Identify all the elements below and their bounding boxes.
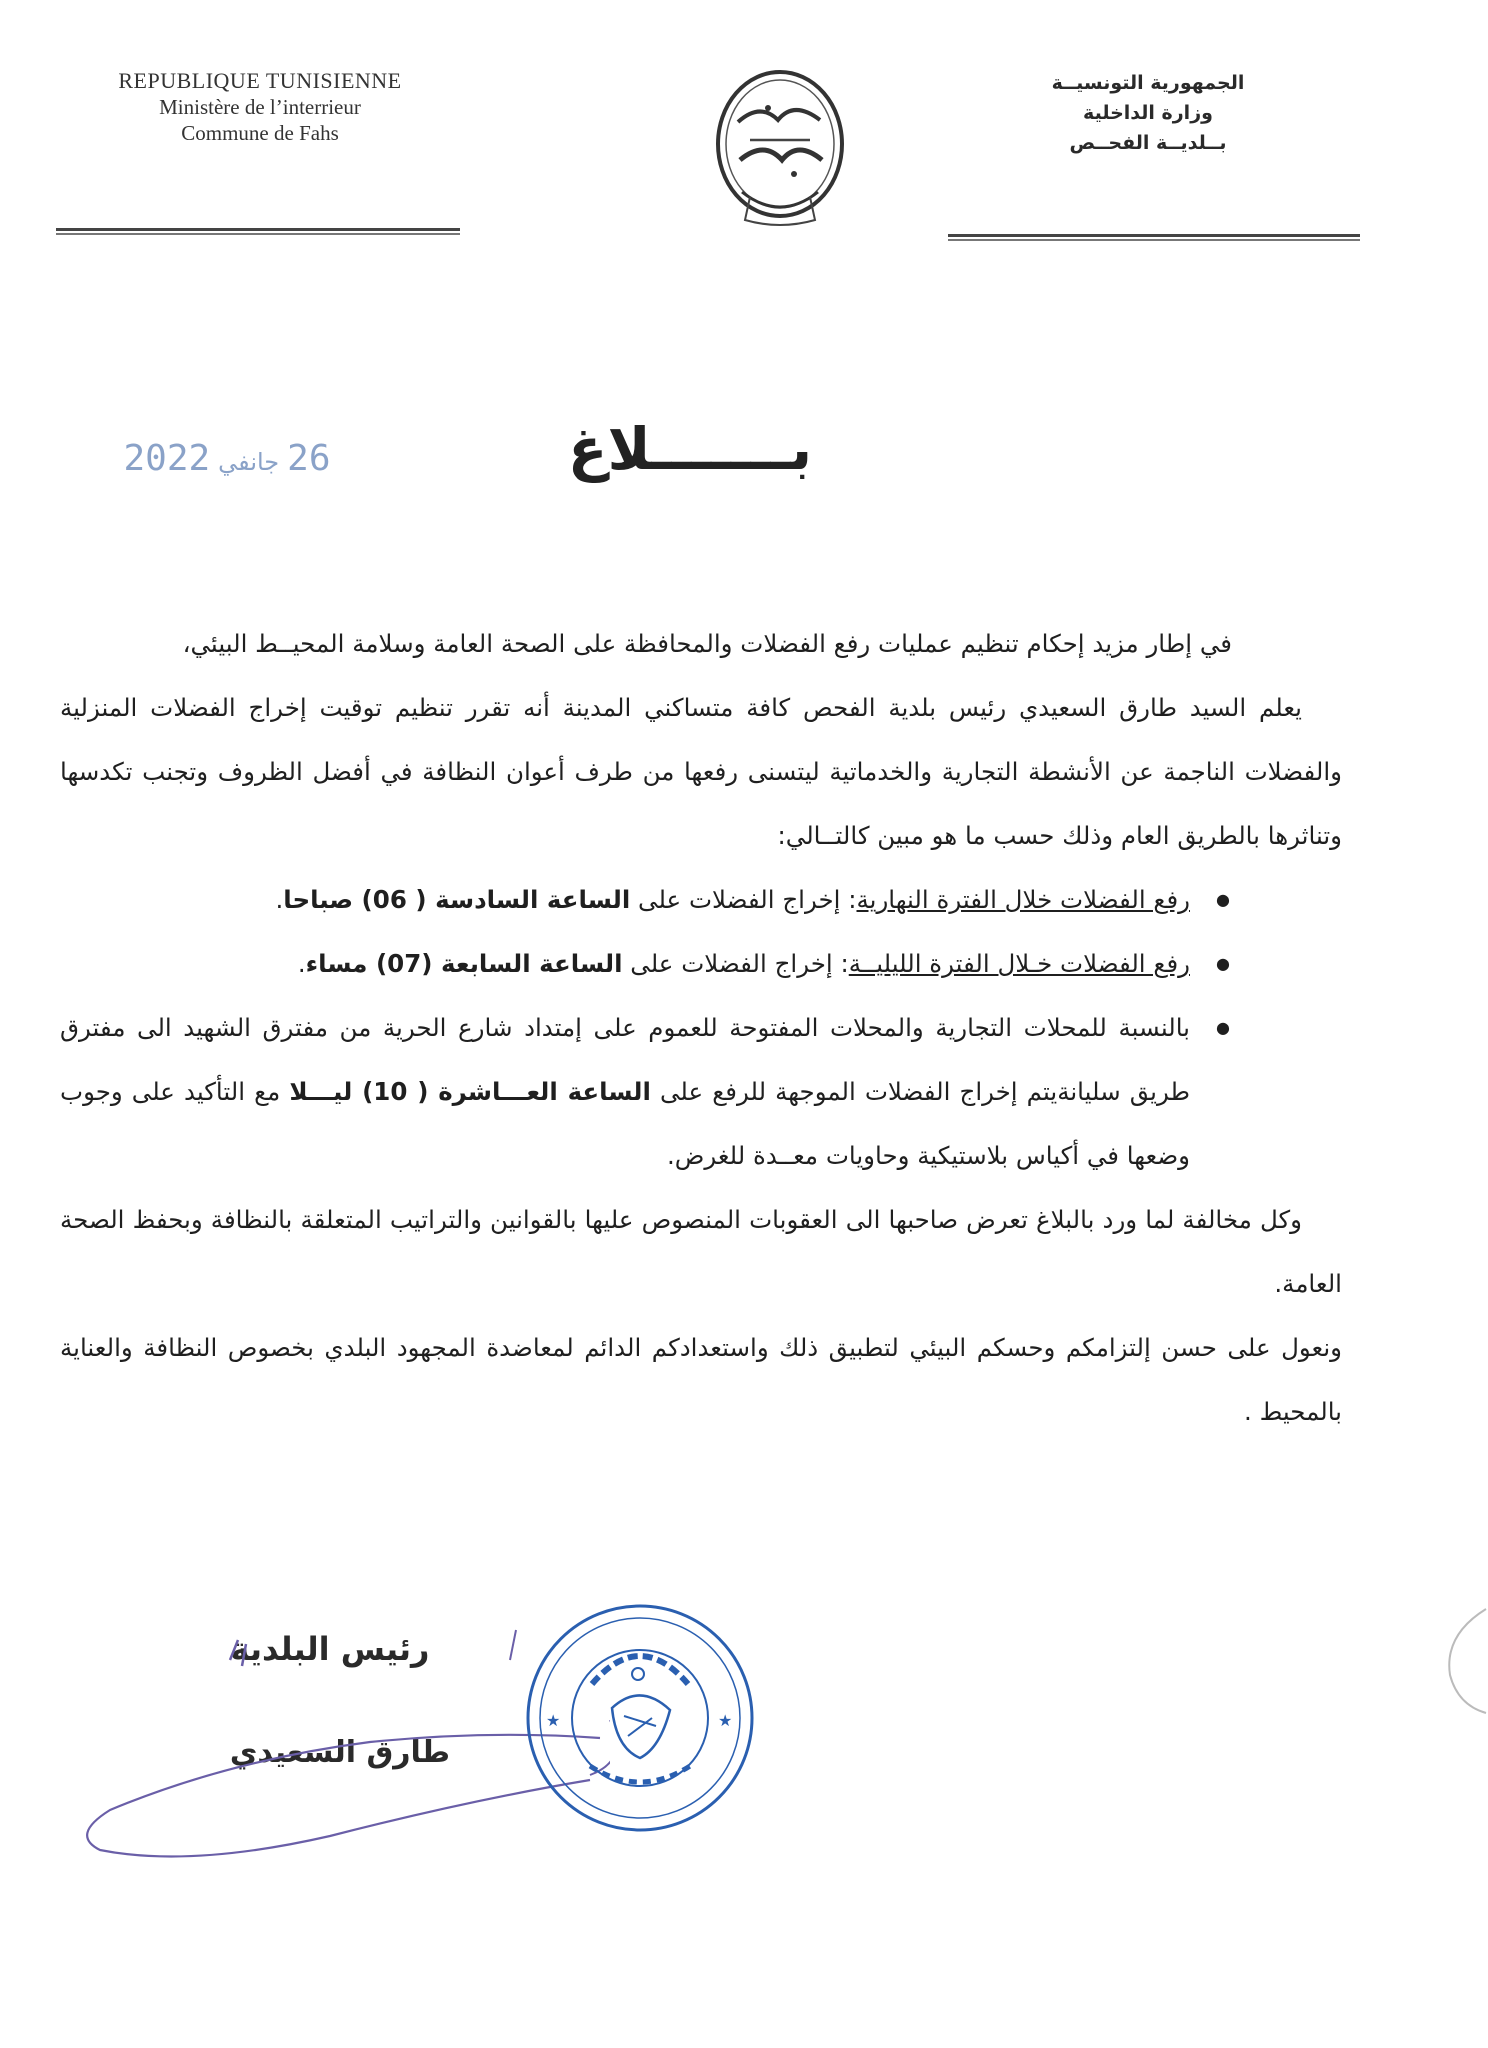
item-night-end: . bbox=[297, 949, 306, 978]
date-stamp bbox=[112, 438, 342, 479]
item-shops-time: الساعة العـــاشرة ( 10) ليـــلا bbox=[289, 1077, 651, 1106]
list-item-night bbox=[60, 932, 1190, 996]
page-edge-mark bbox=[1440, 1605, 1488, 1715]
list-item-day bbox=[60, 868, 1190, 932]
svg-text:★: ★ bbox=[718, 1711, 733, 1730]
header-rule-right bbox=[948, 234, 1360, 241]
republic-fr: REPUBLIQUE TUNISIENNE bbox=[118, 68, 402, 93]
item-night-label: رفع الفضلات خـلال الفترة الليليــة bbox=[848, 949, 1190, 978]
signature-name: طارق السعيدي bbox=[229, 1735, 451, 1770]
official-stamp bbox=[520, 1598, 760, 1838]
header-arabic bbox=[988, 68, 1308, 158]
ministry-ar: وزارة الداخلية bbox=[1083, 102, 1213, 124]
item-day-text: : إخراج الفضلات على bbox=[630, 885, 857, 914]
signature-title: رئيس البلدية bbox=[230, 1630, 430, 1668]
municipality-logo bbox=[690, 62, 870, 232]
commune-ar: بــلديــة الفحــص bbox=[1069, 132, 1227, 154]
header-rule-left bbox=[56, 228, 460, 235]
republic-ar: الجمهورية التونسيــة bbox=[1051, 72, 1245, 94]
item-night-time: الساعة السابعة (07) مساء bbox=[305, 949, 623, 978]
paragraph-closing: ونعول على حسن إلتزامكم وحسكم البيئي لتطبيق ذلك واستعدادكم الدائم لمعاضدة المجهود البلدي بخصوص النظافة والعناية بالمحيط . bbox=[60, 1333, 1342, 1426]
date-year: 2022 bbox=[123, 438, 211, 479]
notice-title: بـــــــلاغ bbox=[567, 415, 813, 483]
paragraph-intro: في إطار مزيد إحكام تنظيم عمليات رفع الفضلات والمحافظة على الصحة العامة وسلامة المحيــط البيئي، bbox=[182, 629, 1232, 658]
date-day: 26 bbox=[287, 438, 331, 479]
svg-text:★: ★ bbox=[546, 1711, 561, 1730]
header-french bbox=[60, 68, 460, 146]
commune-fr: Commune de Fahs bbox=[181, 121, 339, 145]
item-day-label: رفع الفضلات خلال الفترة النهارية bbox=[856, 885, 1190, 914]
notice-body bbox=[60, 612, 1360, 1444]
item-shops-end: مع التأكيد على وجوب وضعها في أكياس بلاستيكية وحاويات معــدة للغرض. bbox=[60, 1077, 1190, 1170]
list-item-shops bbox=[60, 996, 1190, 1188]
item-shops-text: بالنسبة للمحلات التجارية والمحلات المفتوحة للعموم على إمتداد شارع الحرية من مفترق الشهيد الى مفترق طريق سليانةيتم إخراج الفضلات الموجهة للرفع على bbox=[60, 1013, 1190, 1106]
item-day-end: . bbox=[275, 885, 284, 914]
ministry-fr: Ministère de l’interrieur bbox=[159, 95, 361, 119]
item-night-text: : إخراج الفضلات على bbox=[622, 949, 849, 978]
schedule-list bbox=[60, 868, 1360, 1188]
date-month: جانفي bbox=[218, 448, 280, 476]
paragraph-penalty: وكل مخالفة لما ورد بالبلاغ تعرض صاحبها الى العقوبات المنصوص عليها بالقوانين والتراتيب المتعلقة بالنظافة وبحفظ الصحة العامة. bbox=[60, 1205, 1342, 1298]
item-day-time: الساعة السادسة ( 06) صباحا bbox=[283, 885, 631, 914]
paragraph-announcement: يعلم السيد طارق السعيدي رئيس بلدية الفحص كافة متساكني المدينة أنه تقرر تنظيم توقيت إخراج الفضلات المنزلية والفضلات الناجمة عن الأنشطة التجارية والخدماتية ليتسنى رفعها من طرف أعوان النظافة في أفضل الظروف وتجنب تكدسها وتناثرها بالطريق العام وذلك حسب ما هو مبين كالتــالي: bbox=[60, 693, 1342, 850]
